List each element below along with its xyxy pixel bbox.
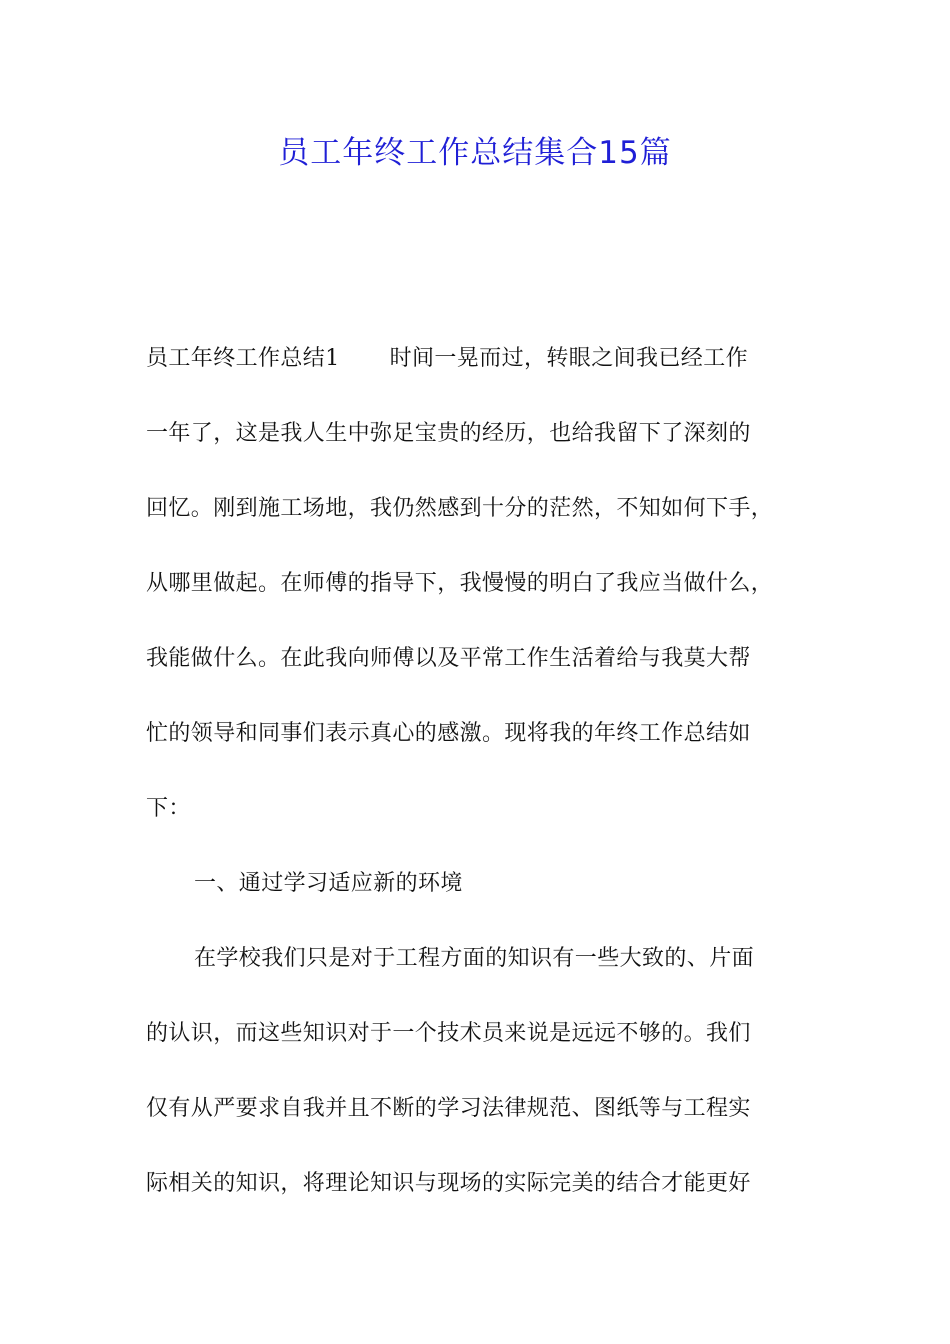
paragraph-line-2: 一年了，这是我人生中弥足宝贵的经历，也给我留下了深刻的 (146, 421, 751, 446)
paragraph-line-5: 我能做什么。在此我向师傅以及平常工作生活着给与我莫大帮 (146, 646, 751, 671)
paragraph-line-8: 在学校我们只是对于工程方面的知识有一些大致的、片面 (194, 946, 755, 971)
paragraph-line-9: 的认识，而这些知识对于一个技术员来说是远远不够的。我们 (146, 1021, 751, 1046)
paragraph-line-7: 下： (146, 796, 191, 821)
document-title: 员工年终工作总结集合15篇 (278, 135, 672, 171)
paragraph-line-4: 从哪里做起。在师傅的指导下，我慢慢的明白了我应当做什么， (146, 571, 774, 596)
paragraph-line-10: 仅有从严要求自我并且不断的学习法律规范、图纸等与工程实 (146, 1096, 751, 1121)
paragraph-line-3: 回忆。刚到施工场地，我仍然感到十分的茫然，不知如何下手， (146, 496, 774, 521)
paragraph-text: 时间一晃而过，转眼之间我已经工作 (389, 346, 749, 371)
paragraph-line-11: 际相关的知识，将理论知识与现场的实际完美的结合才能更好 (146, 1171, 751, 1196)
paragraph-line-1 (146, 341, 748, 377)
subsection-heading: 一、通过学习适应新的环境 (194, 871, 463, 896)
section-heading: 员工年终工作总结1 (146, 346, 340, 371)
paragraph-line-6: 忙的领导和同事们表示真心的感激。现将我的年终工作总结如 (146, 721, 751, 746)
